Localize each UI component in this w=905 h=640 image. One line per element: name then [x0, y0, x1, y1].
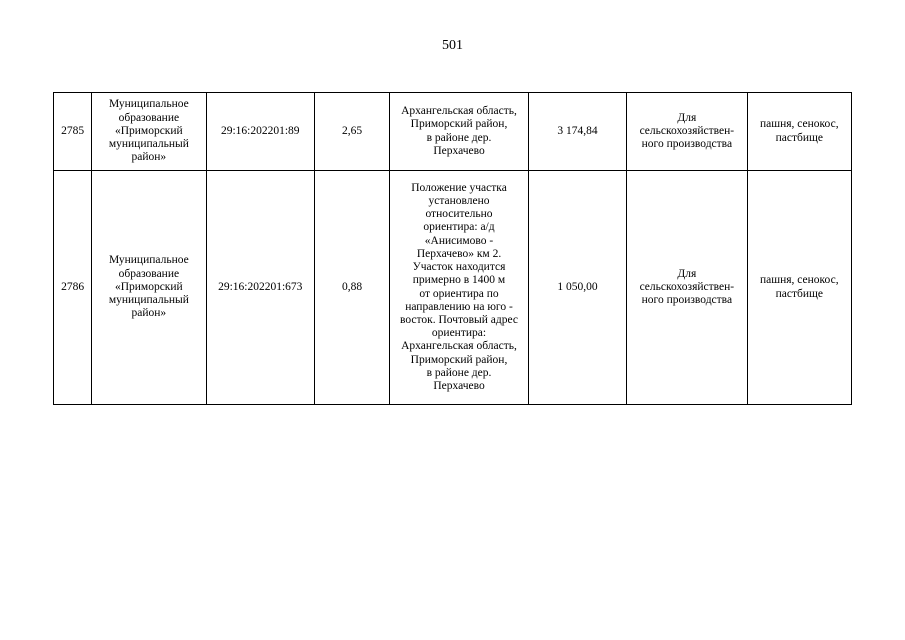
owner-cell-line: муниципальный [108, 138, 189, 151]
area-cell: 2,65 [314, 93, 389, 171]
location-cell-line: Приморский район, [410, 353, 508, 366]
cadastral-number-cell: 29:16:202201:673 [206, 171, 314, 405]
price-cell: 3 174,84 [528, 93, 626, 171]
owner-cell-line: образование [118, 111, 180, 124]
owner-cell-line: «Приморский [114, 124, 183, 137]
location-cell-line: Архангельская область, [401, 340, 517, 353]
category-cell-line: сельскохозяйствен- [639, 280, 735, 293]
location-cell-line: установлено [428, 195, 490, 208]
location-cell [390, 171, 529, 405]
owner-cell [92, 93, 206, 171]
table-row [54, 171, 852, 405]
location-cell-line: Перхачево [433, 379, 485, 392]
location-cell [390, 93, 529, 171]
usage-cell-line: пашня, сенокос, [759, 274, 839, 287]
location-cell-line: в районе дер. [426, 131, 492, 144]
location-cell-line: ориентира: [431, 327, 487, 340]
location-cell-line: Перхачево [433, 144, 485, 157]
owner-cell-line: «Приморский [114, 280, 183, 293]
location-cell-line: Положение участка [411, 181, 507, 194]
cadastral-number-cell: 29:16:202201:89 [206, 93, 314, 171]
row-number-cell: 2786 [54, 171, 92, 405]
location-cell-line: Перхачево» км 2. [416, 247, 502, 260]
location-cell-line: относительно [425, 208, 493, 221]
category-cell [627, 93, 747, 171]
owner-cell-line: Муниципальное [108, 98, 189, 111]
area-cell: 0,88 [314, 171, 389, 405]
price-cell: 1 050,00 [528, 171, 626, 405]
owner-cell-line: Муниципальное [108, 254, 189, 267]
category-cell-line: ного производства [641, 138, 733, 151]
owner-cell [92, 171, 206, 405]
category-cell-line: Для [677, 267, 697, 280]
usage-cell [747, 171, 851, 405]
location-cell-line: «Анисимово - [424, 234, 494, 247]
usage-cell-line: пастбище [775, 287, 823, 300]
category-cell [627, 171, 747, 405]
usage-cell-line: пастбище [775, 131, 823, 144]
row-number-cell: 2785 [54, 93, 92, 171]
location-cell-line: от ориентира по [419, 287, 499, 300]
table-row [54, 93, 852, 171]
category-cell-line: ного производства [641, 294, 733, 307]
location-cell-line: Приморский район, [410, 118, 508, 131]
page-number: 501 [442, 38, 463, 53]
location-cell-line: Участок находится [412, 261, 506, 274]
owner-cell-line: образование [118, 267, 180, 280]
owner-cell-line: район» [131, 307, 167, 320]
category-cell-line: сельскохозяйствен- [639, 124, 735, 137]
location-cell-line: примерно в 1400 м [412, 274, 506, 287]
location-cell-line: направлению на юго - [405, 300, 513, 313]
location-cell-line: восток. Почтовый адрес [400, 313, 519, 326]
location-cell-line: в районе дер. [426, 366, 492, 379]
location-cell-line: ориентира: а/д [423, 221, 495, 234]
location-cell-line: Архангельская область, [401, 105, 517, 118]
owner-cell-line: муниципальный [108, 294, 189, 307]
owner-cell-line: район» [131, 151, 167, 164]
land-plots-table [53, 92, 852, 405]
usage-cell [747, 93, 851, 171]
usage-cell-line: пашня, сенокос, [759, 118, 839, 131]
category-cell-line: Для [677, 111, 697, 124]
